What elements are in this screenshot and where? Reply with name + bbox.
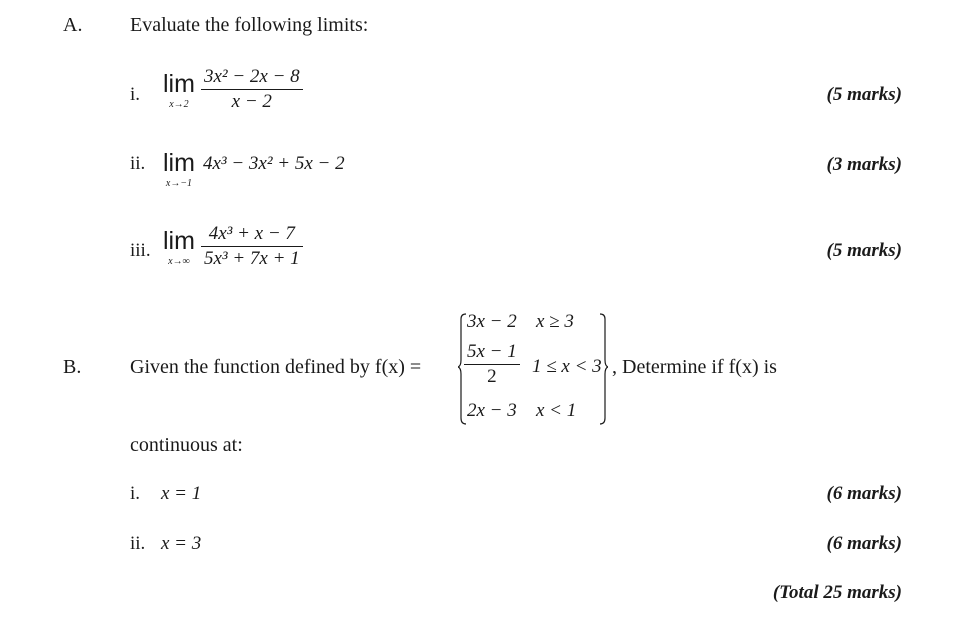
piece-3-cond: x < 1 — [536, 400, 577, 421]
item-a2-limit — [163, 149, 345, 189]
item-b1-marks: (6 marks) — [826, 483, 902, 504]
section-b-continued: continuous at: — [130, 434, 243, 456]
lim-subscript: x→2 — [169, 98, 189, 110]
item-a1-marks: (5 marks) — [826, 84, 902, 105]
item-b1-roman: i. — [130, 483, 141, 504]
numerator: 3x² − 2x − 8 — [203, 66, 300, 87]
denominator: 2 — [487, 366, 497, 387]
lim-subscript: x→∞ — [168, 255, 190, 267]
fraction — [201, 66, 303, 113]
item-b1-value: x = 1 — [161, 483, 202, 504]
item-a2-marks: (3 marks) — [826, 154, 902, 175]
item-a1-roman: i. — [130, 84, 141, 105]
section-b-tail: , Determine if f(x) is — [612, 356, 777, 378]
item-b2-roman: ii. — [130, 533, 146, 554]
section-a-heading: Evaluate the following limits: — [130, 14, 369, 36]
section-a-letter: A. — [63, 14, 83, 36]
section-b-letter: B. — [63, 356, 82, 378]
lim-label: lim — [163, 149, 195, 177]
item-a3-roman: iii. — [130, 240, 151, 261]
section-b-intro: Given the function defined by f(x) = — [130, 356, 422, 378]
lim-label: lim — [163, 69, 195, 98]
item-a2-roman: ii. — [130, 153, 146, 174]
expression: 4x³ − 3x² + 5x − 2 — [202, 153, 345, 174]
piece-1-cond: x ≥ 3 — [536, 311, 574, 332]
piece-3-expr: 2x − 3 — [467, 400, 517, 421]
denominator: x − 2 — [231, 91, 272, 112]
item-a1-limit — [163, 66, 303, 113]
lim-label: lim — [163, 226, 195, 255]
item-a3-limit — [163, 223, 303, 270]
fraction — [201, 223, 303, 270]
piece-1-expr: 3x − 2 — [467, 311, 517, 332]
piece-2-cond: 1 ≤ x < 3 — [532, 356, 602, 377]
numerator: 4x³ + x − 7 — [208, 223, 295, 244]
numerator: 5x − 1 — [467, 341, 517, 362]
total-marks: (Total 25 marks) — [772, 582, 902, 603]
item-b2-marks: (6 marks) — [826, 533, 902, 554]
item-b2-value: x = 3 — [161, 533, 202, 554]
piecewise-function — [458, 310, 608, 428]
item-a3-marks: (5 marks) — [826, 240, 902, 261]
piece-2-expr — [464, 341, 520, 388]
denominator: 5x³ + 7x + 1 — [203, 248, 300, 269]
lim-subscript: x→−1 — [165, 178, 193, 189]
